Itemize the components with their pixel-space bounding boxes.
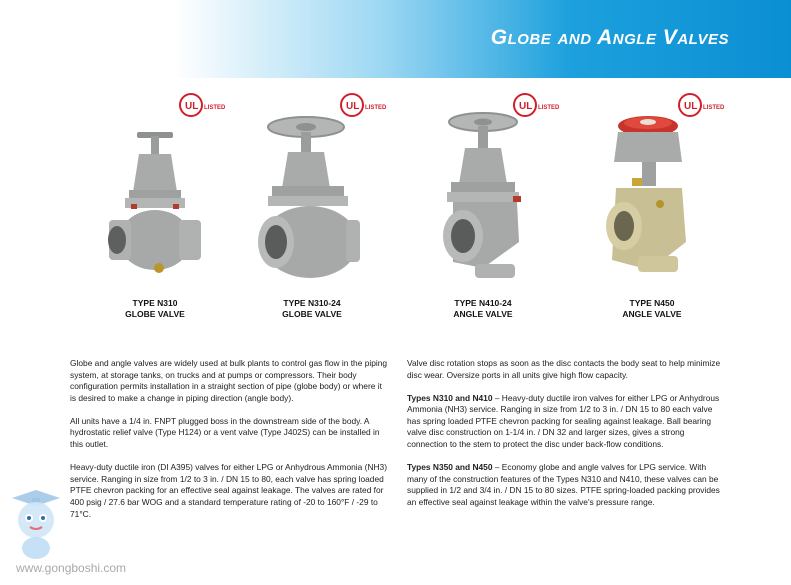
header-banner: [0, 0, 791, 78]
ul-listed-icon: [179, 92, 237, 118]
paragraph-lead: Types N350 and N450: [407, 462, 493, 473]
watermark-text: www.gongboshi.com: [16, 561, 127, 575]
paragraph-body: – Economy globe and angle valves for LPG service. With many of the construction features of the Types N310 and N410, these valves can be supplied in 1/2 and 3/4 in. / DN 15 to 80 sizes. PTFE spring-loaded packing provides an effective seal against leakage within the valve's pressure range.: [407, 462, 720, 507]
paragraph-ductile-iron: Heavy-duty ductile iron (DI A395) valves for either LPG or Anhydrous Ammonia (NH3) service. Ranging in size from 1/2 to 3 in. / DN 15 to 80, each valve has spring loaded PTFE chevron packing for an effective seal against leakage. The valves are rated for 400 psig / 27.6 bar WOG and a standard temperature rating of -20 to 160°F / -29 to 71°C.: [70, 462, 387, 519]
svg-text:UL: UL: [519, 101, 533, 112]
product-kind: ANGLE VALVE: [453, 309, 513, 319]
product-type: TYPE N310: [132, 298, 178, 308]
product-type: TYPE N310-24: [283, 298, 341, 308]
svg-text:LISTED: LISTED: [703, 105, 725, 111]
svg-text:LISTED: LISTED: [204, 105, 226, 111]
ul-listed-icon: [678, 92, 736, 118]
paragraph-n350-n450: [407, 462, 725, 508]
product-caption: [75, 298, 235, 320]
angle-valve-image: [403, 92, 563, 297]
svg-text:UL: UL: [346, 101, 360, 112]
product-kind: ANGLE VALVE: [622, 309, 682, 319]
angle-valve-image: [572, 92, 732, 297]
globe-valve-image: [75, 92, 235, 297]
product-n310: [75, 92, 235, 322]
paragraph-n310-n410: [407, 393, 725, 451]
svg-text:LISTED: LISTED: [538, 105, 560, 111]
product-kind: GLOBE VALVE: [125, 309, 185, 319]
mascot-icon: [2, 484, 72, 564]
svg-text:UL: UL: [185, 101, 199, 112]
ul-listed-icon: [513, 92, 571, 118]
product-type: TYPE N450: [629, 298, 675, 308]
svg-text:UL: UL: [684, 101, 698, 112]
product-n450: [572, 92, 732, 322]
product-n410-24: [403, 92, 563, 322]
product-kind: GLOBE VALVE: [282, 309, 342, 319]
product-n310-24: [232, 92, 392, 322]
product-caption: [403, 298, 563, 320]
paragraph-body: – Heavy-duty ductile iron valves for either LPG or Anhydrous Ammonia (NH3) service. Ranging in size from 1/2 to 3 in. / DN 15 to 80 each valve has spring loaded PTFE chevron packing for sealing against leakage. Ball bearing valve disc construction on 1-1/4 in. / DN 32 and larger sizes, gives a strong connection to the stem to protect the disc under back-flow conditions.: [407, 392, 720, 450]
product-type: TYPE N410-24: [454, 298, 512, 308]
globe-valve-image: [232, 92, 392, 297]
left-column: [70, 358, 388, 532]
svg-text:LISTED: LISTED: [365, 105, 387, 111]
paragraph-disc-rotation: Valve disc rotation stops as soon as the disc contacts the body seat to help minimize disc wear. Oversize ports in all units give high flow capacity.: [407, 358, 721, 380]
product-caption: [572, 298, 732, 320]
paragraph-intro: Globe and angle valves are widely used at bulk plants to control gas flow in the piping system, at storage tanks, on trucks and at pumps or compressors. Their body configuration permits installation in a straight section of pipe (globe body) or where it is desired to make a change in piping direction (angle body).: [70, 358, 388, 403]
paragraph-lead: Types N310 and N410: [407, 392, 493, 403]
right-column: [407, 358, 725, 520]
product-caption: [232, 298, 392, 320]
ul-listed-icon: [340, 92, 398, 118]
paragraph-boss: All units have a 1/4 in. FNPT plugged boss in the downstream side of the body. A hydrostatic relief valve (Type H124) or a vent valve (Type J402S) can be installed in this outlet.: [70, 415, 380, 450]
page-title: Globe and Angle Valves: [490, 26, 729, 49]
